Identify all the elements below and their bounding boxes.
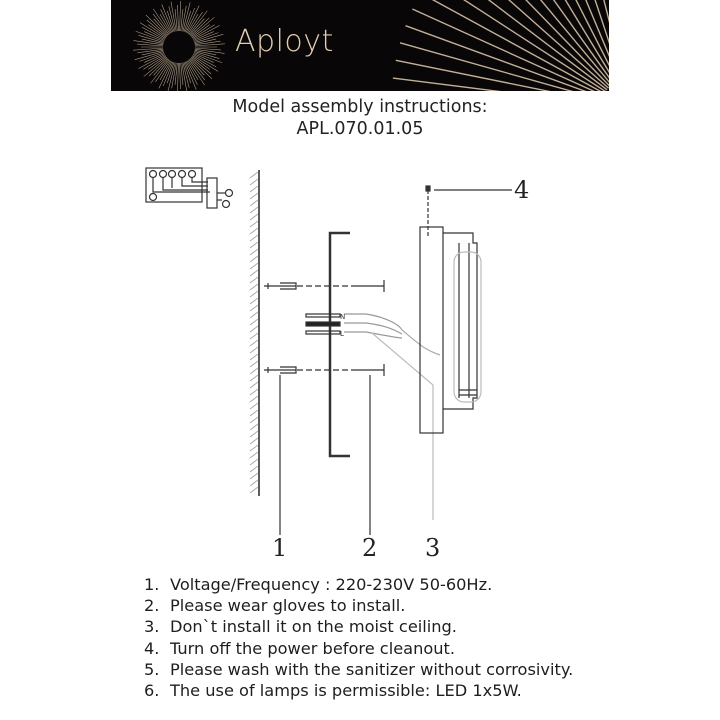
callout-2: 2	[362, 534, 378, 562]
list-item: 3. Don`t install it on the moist ceiling.	[144, 617, 457, 637]
callout-4: 4	[514, 176, 530, 204]
anchor-plug-icon	[264, 283, 296, 289]
terminal-block-icon	[146, 168, 233, 208]
brand-banner	[111, 0, 609, 91]
brand-logo-text: Aployt	[235, 24, 334, 59]
screw-icon	[356, 364, 384, 376]
svg-text:N: N	[340, 313, 346, 321]
exploded-view-drawing	[0, 150, 720, 570]
callout-1: 1	[272, 534, 288, 562]
list-item: 6. The use of lamps is permissible: LED 1x5W.	[144, 681, 522, 701]
screw-icon	[356, 280, 384, 292]
assembly-diagram	[0, 150, 720, 570]
svg-text:L: L	[340, 330, 344, 338]
callout-3: 3	[425, 534, 441, 562]
list-item: 2. Please wear gloves to install.	[144, 596, 406, 616]
sunburst-decoration-icon	[111, 0, 609, 91]
wall-icon	[250, 170, 259, 496]
list-item: 1. Voltage/Frequency : 220-230V 50-60Hz.	[144, 575, 493, 594]
anchor-plug-icon	[264, 367, 296, 373]
instructions-list	[144, 574, 573, 701]
page-title	[0, 96, 720, 140]
list-item: 5. Please wash with the sanitizer without corrosivity.	[144, 659, 574, 679]
mounting-bracket-icon	[330, 233, 350, 456]
model-number: APL.070.01.05	[296, 119, 424, 139]
lamp-body-icon	[420, 227, 481, 433]
title-line-1: Model assembly instructions:	[232, 97, 488, 117]
list-item: 4. Turn off the power before cleanout.	[144, 638, 455, 658]
